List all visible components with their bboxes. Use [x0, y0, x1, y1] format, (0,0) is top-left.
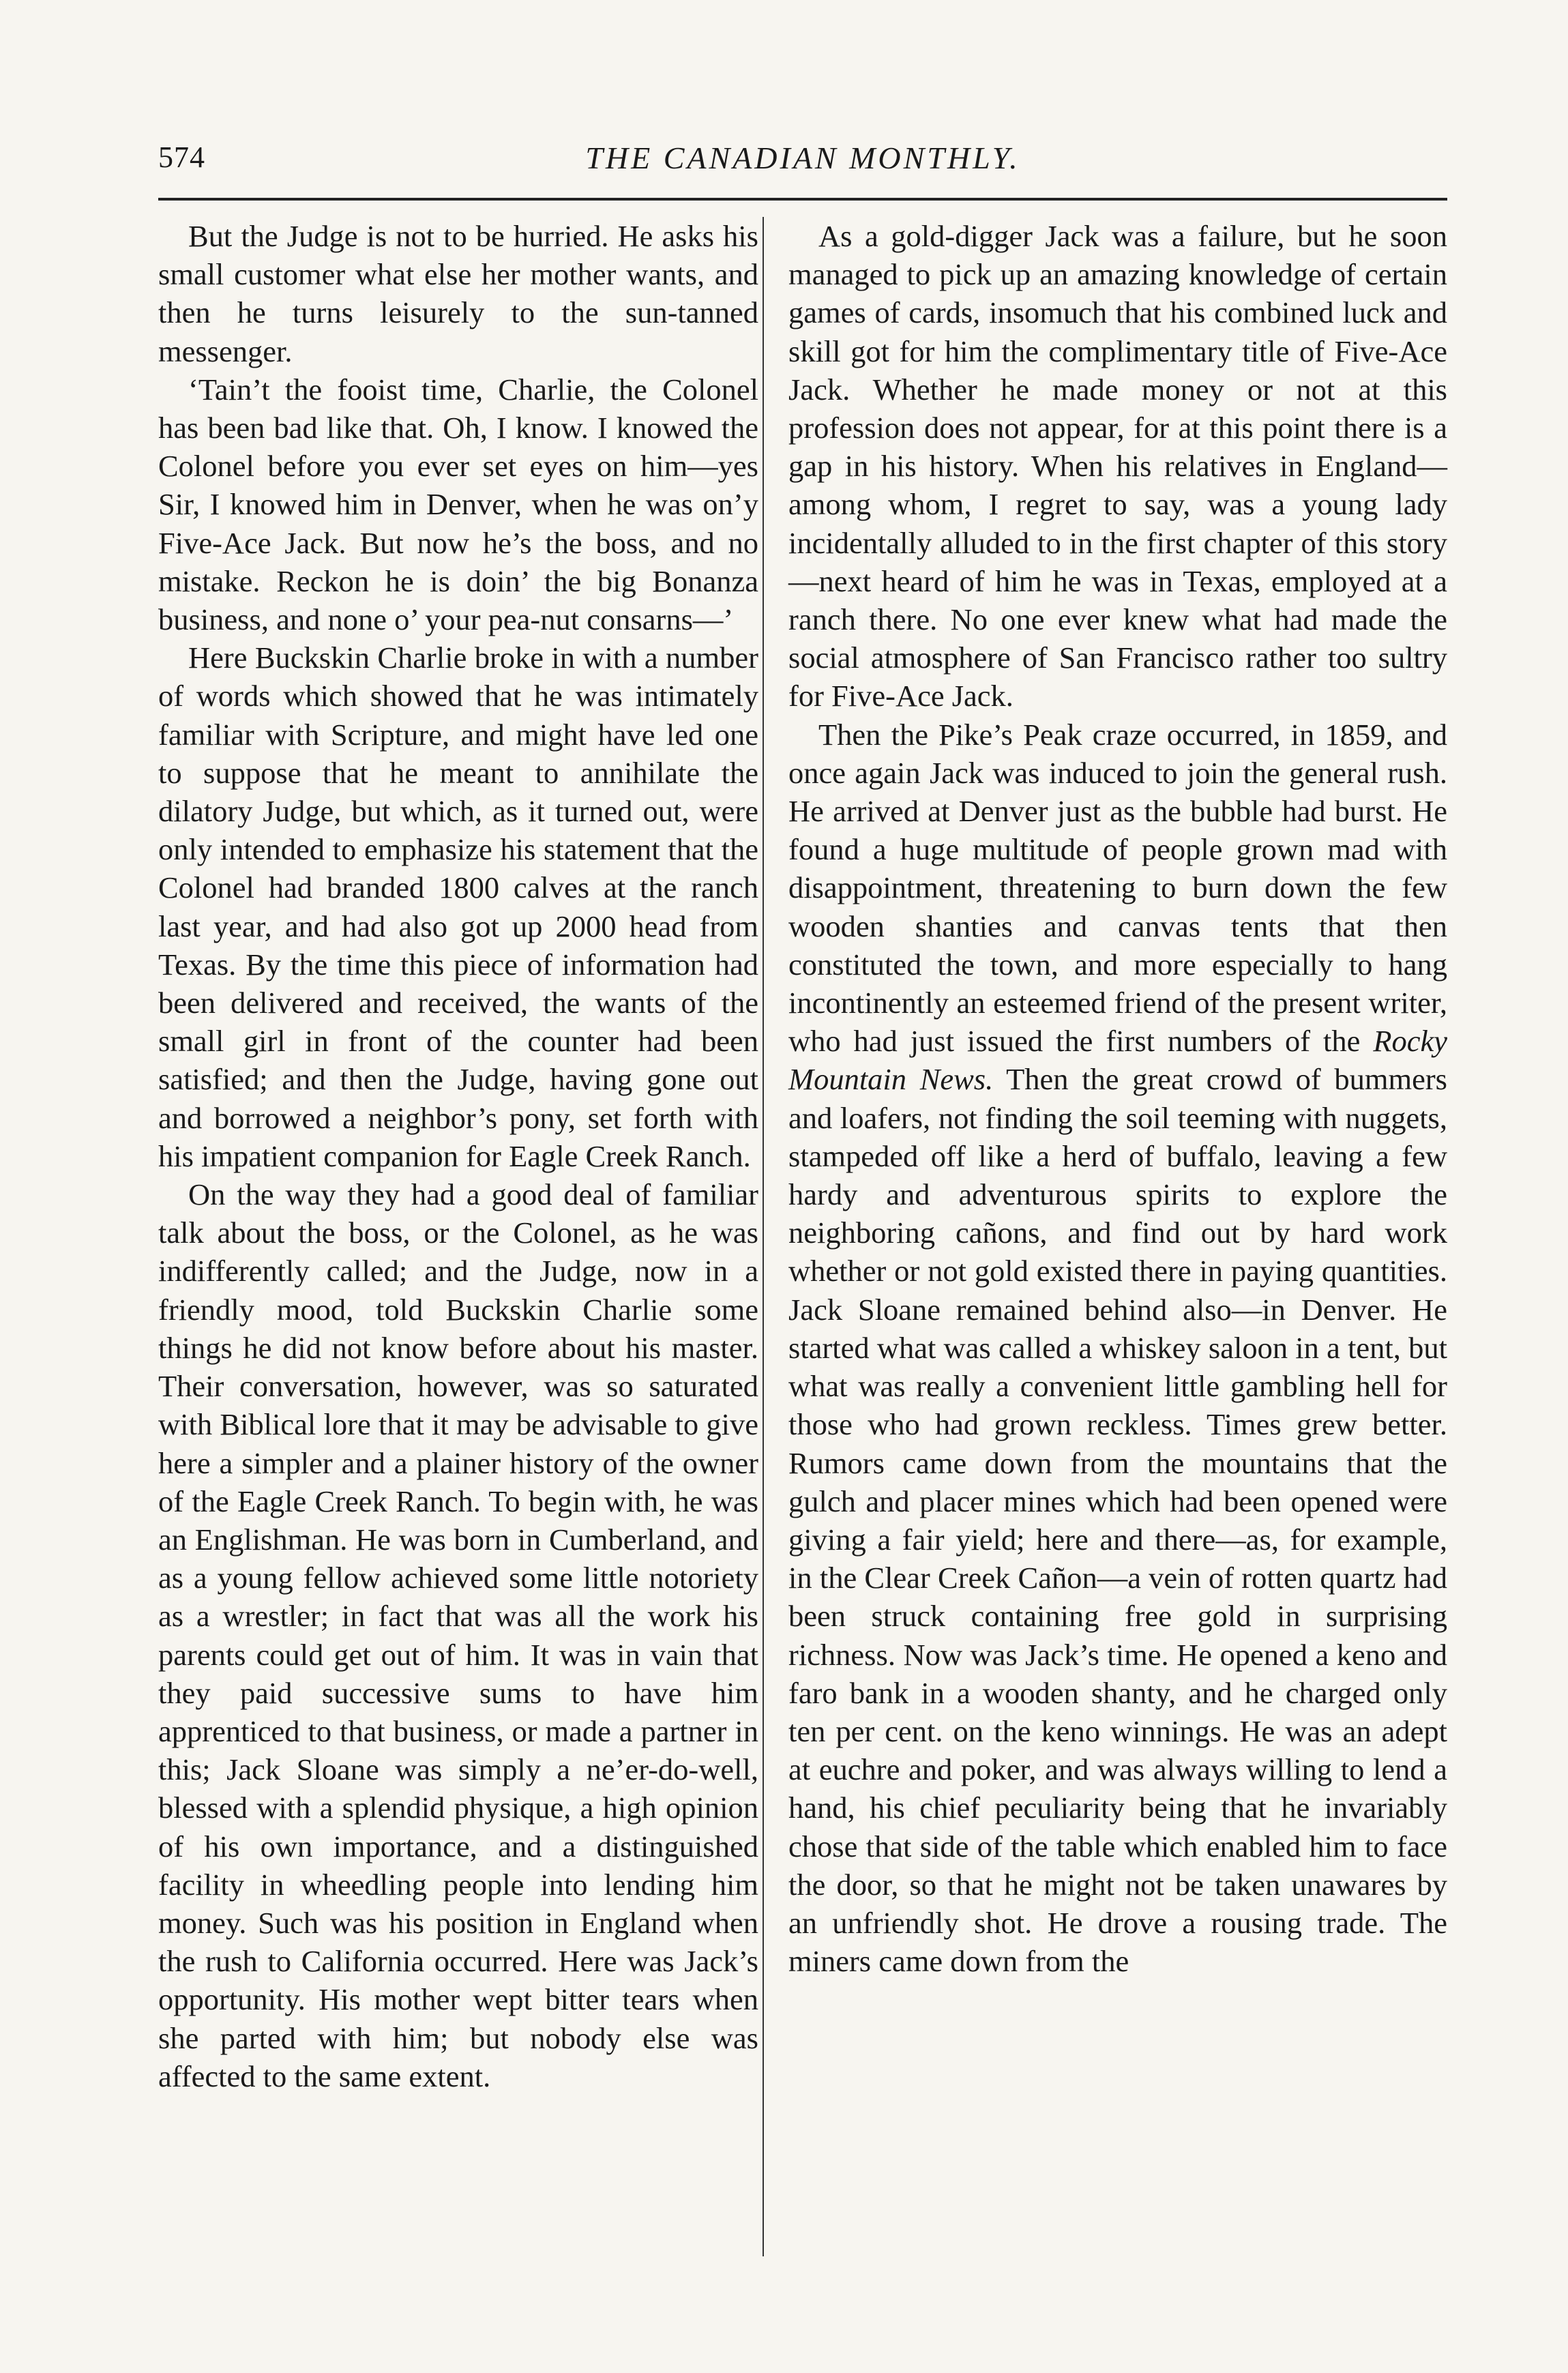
- paragraph: ‘Tain’t the fooist time, Charlie, the Colonel has been bad like that. Oh, I know. I knowed the Colonel before you ever set eyes on him—yes Sir, I knowed him in Denver, when he was on’y Five-Ace Jack. But now he’s the boss, and no mistake. Reckon he is doin’ the big Bonanza business, and none o’ your pea-nut consarns—’: [158, 372, 758, 637]
- paragraph: As a gold-digger Jack was a failure, but he soon managed to pick up an amazing knowledge of certain games of cards, insomuch that his combined luck and skill got for him the complimentary title of Five-Ace Jack. Whether he made money or not at this profession does not appear, for at this point there is a gap in his history. When his relatives in England—among whom, I regret to say, was a young lady incidentally alluded to in the first chapter of this story —next heard of him he was in Texas, employed at a ranch there. No one ever knew what had made the social atmosphere of San Francisco rather too sultry for Five-Ace Jack.: [788, 219, 1447, 713]
- header-rule: [158, 198, 1447, 201]
- left-column: [158, 217, 758, 2095]
- paragraph: Here Buckskin Charlie broke in with a number of words which showed that he was intimately familiar with Scripture, and might have led one to suppose that he meant to annihilate the dilatory Judge, but which, as it turned out, were only intended to emphasize his statement that the Colonel had branded 1800 calves at the ranch last year, and had also got up 2000 head from Texas. By the time this piece of information had been delivered and received, the wants of the small girl in front of the counter had been satisfied; and then the Judge, having gone out and borrowed a neighbor’s pony, set forth with his impatient companion for Eagle Creek Ranch.: [158, 640, 758, 1173]
- paragraph-text: Then the great crowd of bummers and loafers, not finding the soil teeming with nuggets, stampeded off like a herd of buffalo, leaving a few hardy and adventurous spirits to explore the neighboring cañons, and find out by hard work whether or not gold existed there in paying quantities. Jack Sloane remained behind also—in Denver. He started what was called a whiskey saloon in a tent, but what was really a convenient little gambling hell for those who had grown reckless. Times grew better. Rumors came down from the mountains that the gulch and placer mines which had been opened were giving a fair yield; here and there—as, for example, in the Clear Creek Cañon—a vein of rotten quartz had been struck containing free gold in surprising richness. Now was Jack’s time. He opened a keno and faro bank in a wooden shanty, and he charged only ten per cent. on the keno winnings. He was an adept at euchre and poker, and was always willing to lend a hand, his chief peculiarity being that he invariably chose that side of the table which enabled him to face the door, so that he might not be taken unawares by an unfriendly shot. He drove a rousing trade. The miners came down from the: [788, 1062, 1447, 1979]
- paragraph-text: Then the Pike’s Peak craze occurred, in 1859, and once again Jack was induced to join the general rush. He arrived at Denver just as the bubble had burst. He found a huge multitude of people grown mad with disappointment, threatening to burn down the few wooden shanties and canvas tents that then constituted the town, and more especially to hang incontinently an esteemed friend of the present writer, who had just issued the first numbers of the: [788, 717, 1447, 1059]
- paragraph: But the Judge is not to be hurried. He asks his small customer what else her mother wants, and then he turns leisurely to the sun-tanned messenger.: [158, 219, 758, 368]
- page-header: [158, 140, 1447, 194]
- page-number: 574: [158, 141, 205, 174]
- right-column: [788, 217, 1447, 1980]
- paragraph: [788, 716, 1447, 1981]
- paragraph: On the way they had a good deal of familiar talk about the boss, or the Colonel, as he was indifferently called; and the Judge, now in a friendly mood, told Buckskin Charlie some things he did not know before about his master. Their conversation, however, was so saturated with Biblical lore that it may be advisable to give here a simpler and a plainer history of the owner of the Eagle Creek Ranch. To begin with, he was an Englishman. He was born in Cumberland, and as a young fellow achieved some little notoriety as a wrestler; in fact that was all the work his parents could get out of him. It was in vain that they paid successive sums to have him apprenticed to that business, or made a partner in this; Jack Sloane was simply a ne’er-do-well, blessed with a splendid physique, a high opinion of his own importance, and a distinguished facility in wheedling people into lending him money. Such was his position in England when the rush to California occurred. Here was Jack’s opportunity. His mother wept bitter tears when she parted with him; but nobody else was affected to the same extent.: [158, 1177, 758, 2093]
- running-title: THE CANADIAN MONTHLY.: [585, 141, 1020, 175]
- newspaper-title: Rocky Mountain News.: [788, 1024, 1447, 1097]
- column-divider: [763, 217, 764, 2256]
